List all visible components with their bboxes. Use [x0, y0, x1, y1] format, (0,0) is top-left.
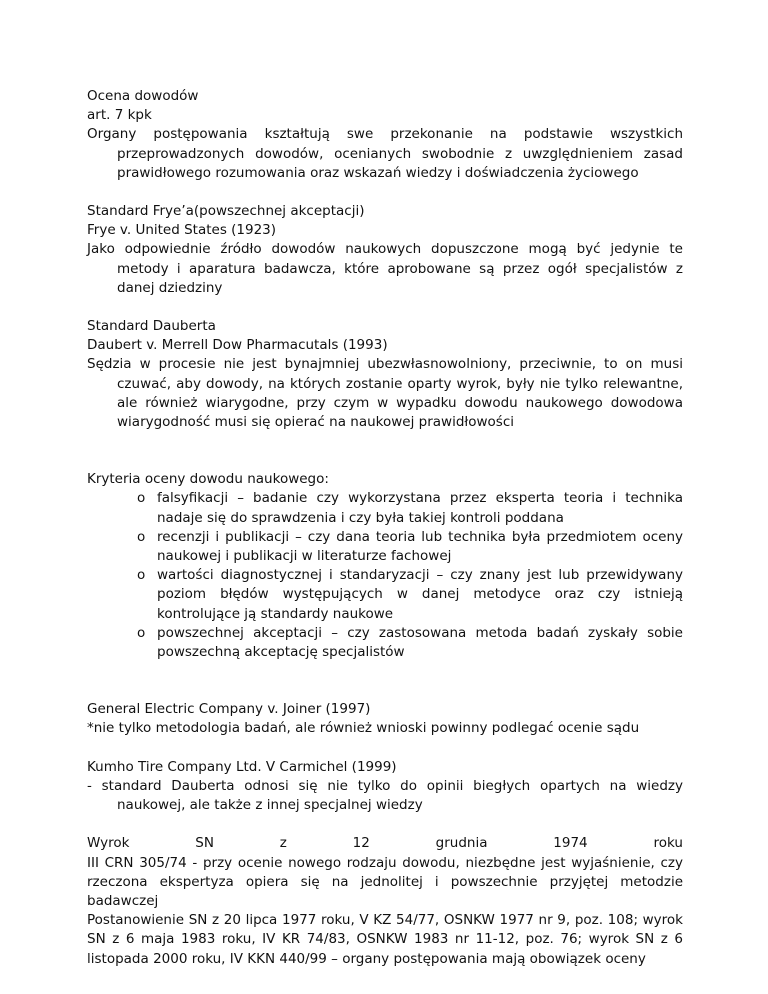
document-page [87, 87, 683, 969]
list-item [87, 624, 683, 662]
criteria-item-text: falsyfikacji – badanie czy wykorzystana przez eksperta teoria i technika nadaje się do sprawdzenia i czy była takiej kontroli poddana [157, 490, 683, 526]
case-frye: Frye v. United States (1923) [87, 222, 277, 239]
heading-word: grudnia [435, 835, 488, 852]
frye-text: Jako odpowiednie źródło dowodów naukowych dopuszczone mogą być jedynie te metody i aparatura badawcza, które aprobowane są przez ogół specjalistów z danej dziedziny [87, 241, 683, 296]
kumho-text: - standard Dauberta odnosi się nie tylko do opinii biegłych opartych na wiedzy naukowej, ale także z innej specjalnej wiedzy [87, 777, 683, 814]
heading-word: 1974 [553, 835, 588, 852]
criteria-title: Kryteria oceny dowodu naukowego: [87, 471, 329, 488]
bullet-icon: o [137, 528, 146, 545]
heading-word: z [279, 835, 287, 852]
article-reference: art. 7 kpk [87, 107, 152, 124]
heading-word: roku [653, 835, 683, 852]
judgment-text: III CRN 305/74 - przy ocenie nowego rodzaju dowodu, niezbędne jest wyjaśnienie, czy rzeczona ekspertyza opiera się na jednolitej i powszechnie przyjętej metodzie badawczej [87, 854, 683, 909]
heading-word: Wyrok [87, 835, 130, 852]
heading-word: 12 [352, 835, 370, 852]
judgment-heading [87, 834, 683, 853]
criteria-item-text: wartości diagnostycznej i standaryzacji – czy znany jest lub przewidywany poziom błędów występujących w danej metodyce oraz czy istnieją kontrolujące ją standardy naukowe [157, 567, 683, 622]
list-item [87, 566, 683, 624]
decisions-text: Postanowienie SN z 20 lipca 1977 roku, V KZ 54/77, OSNKW 1977 nr 9, poz. 108; wyrok SN z 6 maja 1983 roku, IV KR 74/83, OSNKW 1983 nr 11-12, poz. 76; wyrok SN z 6 listopada 2000 roku, IV KKN 440/99 – organy postępowania mają obowiązek oceny [87, 912, 683, 967]
bullet-icon: o [137, 567, 146, 584]
criteria-item-text: recenzji i publikacji – czy dana teoria lub technika była przedmiotem oceny naukowej i publikacji w literaturze fachowej [157, 528, 683, 565]
daubert-text: Sędzia w procesie nie jest bynajmniej ubezwłasnowolniony, przeciwnie, to on musi czuwać, aby dowody, na których zostanie oparty wyrok, były nie tylko relewantne, ale również wiarygodne, przy czym w wypadku dowodu naukowego dowodowa wiarygodność musi się opierać na naukowej prawidłowości [87, 356, 683, 431]
case-general-electric: General Electric Company v. Joiner (1997) [87, 701, 371, 718]
bullet-icon: o [137, 490, 146, 507]
criteria-list [87, 489, 683, 662]
section-title-daubert: Standard Dauberta [87, 318, 216, 335]
section-title-frye: Standard Frye’a(powszechnej akceptacji) [87, 203, 365, 220]
section-title-ocena: Ocena dowodów [87, 88, 199, 104]
list-item [87, 528, 683, 566]
case-kumho: Kumho Tire Company Ltd. V Carmichel (1999) [87, 758, 397, 775]
heading-word: SN [195, 835, 214, 852]
case-daubert: Daubert v. Merrell Dow Pharmacutals (1993) [87, 337, 388, 354]
bullet-icon: o [137, 624, 146, 641]
criteria-item-text: powszechnej akceptacji – czy zastosowana metoda badań zyskały sobie powszechną akceptację specjalistów [157, 624, 683, 661]
list-item [87, 489, 683, 527]
general-electric-note: *nie tylko metodologia badań, ale również wnioski powinny podlegać ocenie sądu [87, 720, 640, 737]
article-text: Organy postępowania kształtują swe przekonanie na podstawie wszystkich przeprowadzonych dowodów, ocenianych swobodnie z uwzględnieniem zasad prawidłowego rozumowania oraz wskazań wiedzy i doświadczenia życiowego [87, 126, 683, 181]
